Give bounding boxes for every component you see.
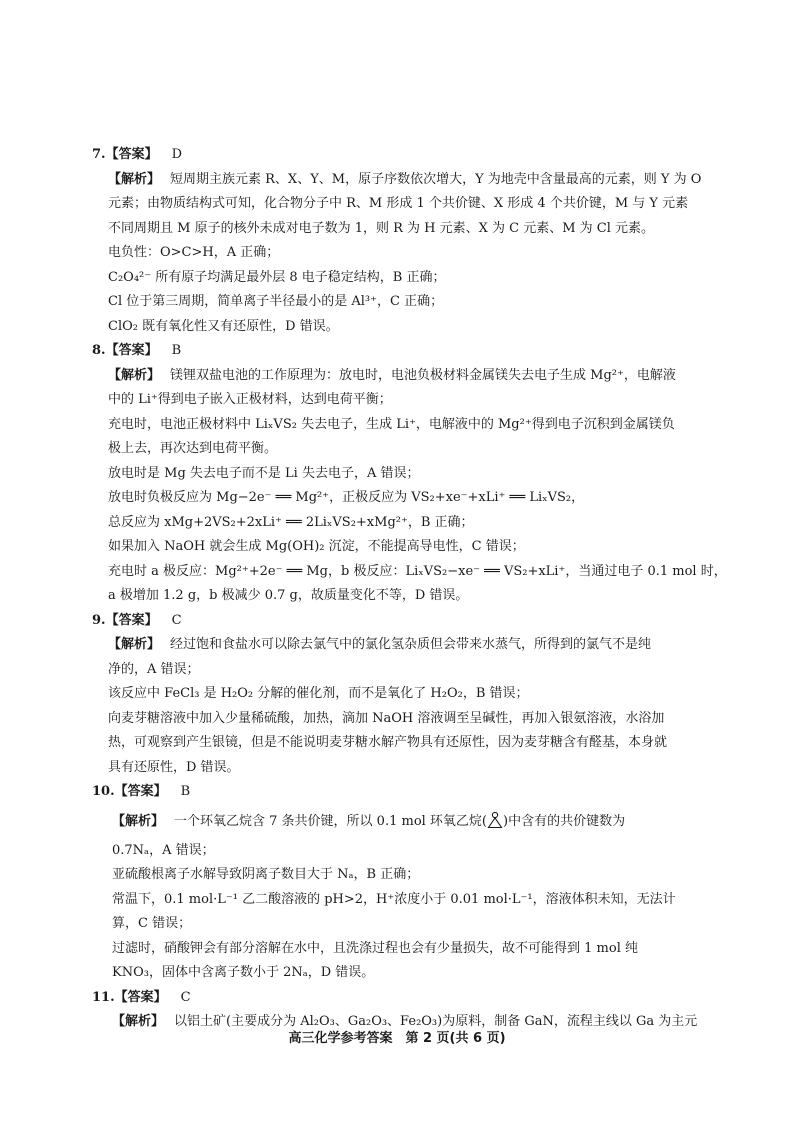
analysis-line: 元素；由物质结构式可知，化合物分子中 R、M 形成 1 个共价键、X 形成 4 个共价键，M 与 Y 元素	[108, 196, 689, 211]
analysis-line: C₂O₄²⁻ 所有原子均满足最外层 8 电子稳定结构，B 正确；	[108, 269, 446, 285]
analysis-line: 具有还原性，D 错误。	[108, 759, 240, 775]
answer-line	[92, 143, 704, 168]
analysis-line: 如果加入 NaOH 就会生成 Mg(OH)₂ 沉淀，不能提高导电性，C 错误；	[108, 539, 525, 554]
analysis-line: 向麦芽糖溶液中加入少量稀硫酸，加热，滴加 NaOH 溶液调至呈碱性，再加入银氨溶液，水浴加	[108, 710, 665, 726]
analysis-line: 镁锂双盐电池的工作原理为：放电时，电池负极材料金属镁失去电子生成 Mg²⁺，电解液	[170, 367, 676, 383]
answer-tag: 【答案】	[105, 343, 158, 358]
analysis-line: 极上去，再次达到电荷平衡。	[108, 441, 278, 456]
analysis-line: ClO₂ 既有氧化性又有还原性，D 错误。	[108, 318, 339, 334]
question-number: 7.	[92, 147, 106, 162]
analysis-line: 一个环氧乙烷含 7 条共价键，所以 0.1 mol 环氧乙烷(	[174, 813, 488, 829]
answer-value: B	[171, 343, 182, 358]
analysis-line: 中的 Li⁺得到电子嵌入正极材料，达到电荷平衡；	[108, 392, 392, 407]
answer-value: B	[180, 784, 191, 799]
analysis-line: 放电时负极反应为 Mg−2e⁻ ══ Mg²⁺，正极反应为 VS₂+xe⁻+xLi⁺ ══ LiₓVS₂，	[108, 490, 585, 505]
analysis-tag: 【解析】	[108, 637, 161, 652]
analysis-line: 总反应为 xMg+2VS₂+2xLi⁺ ══ 2LiₓVS₂+xMg²⁺，B 正确；	[108, 514, 474, 530]
answer-value: C	[171, 612, 182, 628]
analysis-line: a 极增加 1.2 g，b 极减少 0.7 g，故质量变化不等，D 错误。	[108, 588, 469, 603]
answer-line	[92, 609, 704, 634]
answer-tag: 【答案】	[105, 147, 158, 162]
answer-tag: 【答案】	[105, 612, 158, 628]
answer-line	[92, 339, 704, 364]
analysis-block	[108, 364, 727, 609]
analysis-line: 充电时 a 极反应：Mg²⁺+2e⁻ ══ Mg，b 极反应：LiₓVS₂−xe⁻ ══ VS₂+xLi⁺，当通过电子 0.1 mol 时，	[108, 563, 727, 579]
page-footer: 高三化学参考答案 第 2 页(共 6 页)	[288, 1031, 506, 1046]
question-8	[92, 339, 727, 609]
analysis-tag: 【解析】	[108, 367, 161, 383]
analysis-line: 净的，A 错误；	[108, 661, 200, 677]
analysis-line: 不同周期且 M 原子的核外未成对电子数为 1，则 R 为 H 元素、X 为 C 元素、M 为 Cl 元素。	[108, 220, 655, 236]
analysis-line: 亚硫酸根离子水解导致阴离子数目大于 Nₐ，B 正确；	[112, 867, 420, 882]
analysis-line: Cl 位于第三周期，简单离子半径最小的是 Al³⁺，C 正确；	[108, 294, 444, 309]
epoxide-ring-icon	[487, 811, 503, 829]
question-9	[92, 609, 704, 781]
answer-line	[92, 986, 704, 1011]
answer-value: C	[180, 989, 191, 1005]
answer-value: D	[171, 147, 183, 162]
analysis-line: 电负性：O>C>H，A 正确；	[108, 245, 280, 260]
analysis-tag: 【解析】	[112, 813, 165, 829]
question-number: 10.	[92, 784, 115, 799]
analysis-line: 该反应中 FeCl₃ 是 H₂O₂ 分解的催化剂，而不是氧化了 H₂O₂，B 错误；	[108, 686, 529, 701]
analysis-line: 常温下，0.1 mol·L⁻¹ 乙二酸溶液的 pH>2，H⁺浓度小于 0.01 mol·L⁻¹，溶液体积未知，无法计	[112, 891, 676, 907]
answer-tag: 【答案】	[114, 784, 167, 799]
answer-tag: 【答案】	[114, 989, 167, 1005]
analysis-tag: 【解析】	[112, 1014, 165, 1029]
answer-line	[92, 780, 704, 805]
analysis-tag: 【解析】	[108, 171, 161, 187]
question-number: 8.	[92, 343, 106, 358]
analysis-line: 过滤时，硝酸钾会有部分溶解在水中，且洗涤过程也会有少量损失，故不可能得到 1 mol 纯	[112, 940, 638, 956]
analysis-line: 短周期主族元素 R、X、Y、M，原子序数依次增大，Y 为地壳中含量最高的元素，则 Y 为 O	[170, 171, 702, 187]
question-number: 11.	[92, 989, 115, 1005]
analysis-line: )中含有的共价键数为	[503, 813, 626, 829]
analysis-line: KNO₃，固体中含离子数小于 2Nₐ，D 错误。	[112, 965, 375, 980]
analysis-block	[108, 633, 704, 780]
analysis-line: 热，可观察到产生银镜，但是不能说明麦芽糖水解产物具有还原性，因为麦芽糖含有醛基，本身就	[108, 735, 668, 750]
question-7	[92, 143, 704, 339]
analysis-block	[108, 168, 704, 340]
analysis-line: 充电时，电池正极材料中 LiₓVS₂ 失去电子，生成 Li⁺，电解液中的 Mg²⁺得到电子沉积到金属镁负	[108, 416, 675, 432]
question-10	[92, 780, 704, 986]
question-number: 9.	[92, 612, 106, 628]
analysis-line: 放电时是 Mg 失去电子而不是 Li 失去电子，A 错误；	[108, 465, 420, 481]
analysis-line: 算，C 错误；	[112, 916, 192, 931]
answer-content	[92, 143, 727, 1035]
analysis-line: 以铝土矿(主要成分为 Al₂O₃、Ga₂O₃、Fe₂O₃)为原料，制备 GaN，流程主线以 Ga 为主元	[174, 1014, 698, 1029]
analysis-line: 经过饱和食盐水可以除去氯气中的氯化氢杂质但会带来水蒸气，所得到的氯气不是纯	[170, 637, 652, 652]
analysis-line: 0.7Nₐ，A 错误；	[112, 842, 215, 858]
analysis-block	[112, 805, 704, 986]
